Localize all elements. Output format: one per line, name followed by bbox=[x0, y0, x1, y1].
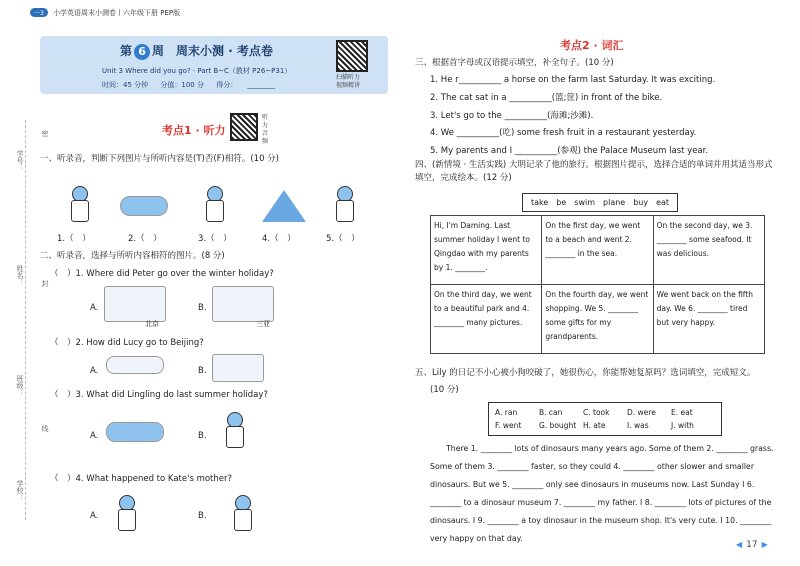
series-header bbox=[30, 8, 180, 18]
q2-item-3-option-b-label[interactable]: B. bbox=[198, 431, 207, 441]
choice-e: E. eat bbox=[671, 408, 693, 417]
q2-item-1-option-b-label[interactable]: B. bbox=[198, 303, 207, 313]
choice-j: J. with bbox=[671, 421, 694, 430]
train-image[interactable] bbox=[212, 354, 264, 382]
choice-row-1 bbox=[495, 406, 715, 419]
q2-item-2-option-b-label[interactable]: B. bbox=[198, 366, 207, 376]
question-5-score: (10 分) bbox=[430, 385, 459, 395]
diary-cell-6[interactable]: We went back on the fifth day. We 6. ________ tired but very happy. bbox=[653, 285, 764, 354]
diary-cell-5[interactable]: On the fourth day, we went shopping. We 5. ________ some gifts for my grandparents. bbox=[542, 285, 653, 354]
hurt-foot-image[interactable] bbox=[228, 495, 256, 531]
next-page-icon[interactable]: ▶ bbox=[761, 540, 768, 549]
q3-item-4[interactable]: 4. We __________(吃) some fresh fruit in a restaurant yesterday. bbox=[430, 128, 697, 138]
seal-mark-mi: 密 bbox=[41, 130, 49, 137]
q1-item-5[interactable]: 5.（ ） bbox=[326, 234, 360, 244]
choice-i: I. was bbox=[627, 421, 649, 430]
reading-girl-image[interactable] bbox=[220, 412, 248, 448]
q1-picture-2 bbox=[120, 196, 168, 216]
sick-mother-image[interactable] bbox=[112, 495, 140, 531]
airplane-image[interactable] bbox=[106, 356, 164, 374]
page-footer bbox=[732, 540, 772, 550]
q2-item-1-caption-b: 三亚 bbox=[256, 320, 270, 328]
q4-picture-book-table bbox=[430, 215, 765, 354]
unit-info: Unit 3 Where did you go? · Part B~C（教材 P26~P31） bbox=[102, 67, 292, 75]
q2-item-1-caption-a: 北京 bbox=[145, 320, 159, 328]
choice-d: D. were bbox=[627, 408, 656, 417]
time-limit: 时间：45 分钟 bbox=[102, 81, 149, 89]
choice-a: A. ran bbox=[495, 408, 518, 417]
swimming-image[interactable] bbox=[106, 422, 164, 442]
q3-item-2[interactable]: 2. The cat sat in a __________(篮;筐) in front of the bike. bbox=[430, 93, 663, 103]
q5-passage[interactable]: There 1. ________ lots of dinosaurs many years ago. Some of them 2. ________ grass. Some of them 3. ________ faster, so they could 4. ________ other slower and smaller dinosaurs. But we 5. ________ only see dinosaurs in museums now. Last Sunday I 6. ________ to a dinosaur museum 7. ________ my father. I 8. ________ lots of pictures of the dinosaurs. I 9. ________ a toy dinosaur in the museum shop. It's very cute. I 10. ________ very happy on that day. bbox=[430, 444, 774, 543]
choice-row-2 bbox=[495, 419, 715, 432]
q3-item-1[interactable]: 1. He r__________ a horse on the farm last Saturday. It was exciting. bbox=[430, 75, 716, 85]
choice-h: H. ate bbox=[583, 421, 606, 430]
q2-item-3-prompt: （ ）3. What did Lingling do last summer holiday? bbox=[50, 390, 268, 400]
question-1-title: 一、听录音，判断下列图片与所听内容是(T)否(F)相符。(10 分) bbox=[40, 154, 279, 164]
q5-choice-box bbox=[488, 402, 722, 436]
q1-picture-3 bbox=[200, 186, 228, 222]
question-4-title: 四、(新情境 · 生活实践) 大明记录了他的旅行。根据图片提示，选择合适的单词并用其适当形式填空，完成绘本。(12 分) bbox=[415, 160, 773, 183]
diary-cell-1[interactable]: Hi, I'm Daming. Last summer holiday I went to Qingdao with my parents by 1. ________. bbox=[431, 216, 542, 285]
great-wall-image[interactable] bbox=[104, 286, 166, 322]
q1-item-1[interactable]: 1.（ ） bbox=[57, 234, 91, 244]
qr-caption: 扫描听力 视频精讲 bbox=[336, 74, 361, 89]
diary-cell-3[interactable]: On the second day, we 3. ________ some seafood. It was delicious. bbox=[653, 216, 764, 285]
q2-item-4-option-a-label[interactable]: A. bbox=[90, 511, 99, 521]
q1-item-4[interactable]: 4.（ ） bbox=[262, 234, 296, 244]
title-prefix: 第 bbox=[120, 44, 133, 58]
title-suffix: 周 周末小测 · 考点卷 bbox=[152, 44, 273, 58]
choice-f: F. went bbox=[495, 421, 522, 430]
question-5-title: 五、Lily 的日记不小心被小狗咬破了，她很伤心，你能帮她复原吗？选词填空，完成短文。 bbox=[415, 368, 756, 378]
q2-item-1-prompt: （ ）1. Where did Peter go over the winter holiday? bbox=[50, 269, 274, 279]
series-logo: 一3 bbox=[30, 8, 48, 17]
q1-item-3[interactable]: 3.（ ） bbox=[198, 234, 232, 244]
test-banner bbox=[40, 36, 388, 94]
q1-item-2[interactable]: 2.（ ） bbox=[128, 234, 162, 244]
q2-item-4-option-b-label[interactable]: B. bbox=[198, 511, 207, 521]
qr-code-icon[interactable] bbox=[336, 40, 368, 72]
question-2-title: 二、听录音，选择与所听内容相符的图片。(8 分) bbox=[40, 251, 225, 261]
q3-item-5[interactable]: 5. My parents and I __________(参观) the Palace Museum last year. bbox=[430, 146, 709, 156]
test-meta bbox=[102, 80, 285, 90]
diary-cell-2[interactable]: On the first day, we went to a beach and went 2. ________ in the sea. bbox=[542, 216, 653, 285]
side-label-name: 姓名： bbox=[16, 265, 24, 286]
seal-mark-feng: 封 bbox=[41, 280, 49, 287]
q2-item-2-prompt: （ ）2. How did Lucy go to Beijing? bbox=[50, 338, 204, 348]
section-title-listening: 考点1 · 听力 bbox=[162, 124, 226, 137]
banner-title bbox=[120, 42, 273, 60]
total-score: 分值：100 分 bbox=[160, 81, 204, 89]
q1-picture-1 bbox=[65, 186, 93, 222]
side-label-school: 学校： bbox=[16, 480, 24, 501]
binding-line bbox=[25, 120, 26, 520]
week-number: 6 bbox=[134, 44, 150, 60]
q2-item-4-prompt: （ ）4. What happened to Kate's mother? bbox=[50, 474, 233, 484]
side-label-class: 班级： bbox=[16, 375, 24, 396]
score-blank: ________ bbox=[247, 81, 276, 89]
series-title: 小学英语周末小测卷丨六年级下册 PEP版 bbox=[53, 9, 181, 17]
prev-page-icon[interactable]: ◀ bbox=[736, 540, 743, 549]
diary-cell-4[interactable]: On the third day, we went to a beautiful park and 4. ________ many pictures. bbox=[431, 285, 542, 354]
q2-item-2-option-a-label[interactable]: A. bbox=[90, 366, 99, 376]
seal-mark-xian: 线 bbox=[41, 425, 49, 432]
q1-picture-4 bbox=[262, 190, 306, 222]
q2-item-1-option-a-label[interactable]: A. bbox=[90, 303, 99, 313]
section-title-vocabulary: 考点2 · 词汇 bbox=[560, 39, 624, 52]
q1-picture-5 bbox=[330, 186, 358, 222]
q2-item-3-option-a-label[interactable]: A. bbox=[90, 431, 99, 441]
choice-b: B. can bbox=[539, 408, 563, 417]
side-label-student-id: 学号： bbox=[16, 150, 24, 171]
q4-word-bank: take be swim plane buy eat bbox=[522, 193, 678, 212]
choice-c: C. took bbox=[583, 408, 610, 417]
listening-qr-icon[interactable] bbox=[230, 113, 258, 141]
score-field: 得分： bbox=[216, 81, 238, 89]
page-number: 17 bbox=[746, 540, 758, 550]
listening-qr-caption: 听力音频 bbox=[262, 114, 269, 145]
choice-g: G. bought bbox=[539, 421, 577, 430]
q3-item-3[interactable]: 3. Let's go to the __________(海滩;沙滩). bbox=[430, 111, 594, 121]
question-3-title: 三、根据首字母或汉语提示填空，补全句子。(10 分) bbox=[415, 58, 614, 68]
beach-palm-image[interactable] bbox=[212, 286, 274, 322]
